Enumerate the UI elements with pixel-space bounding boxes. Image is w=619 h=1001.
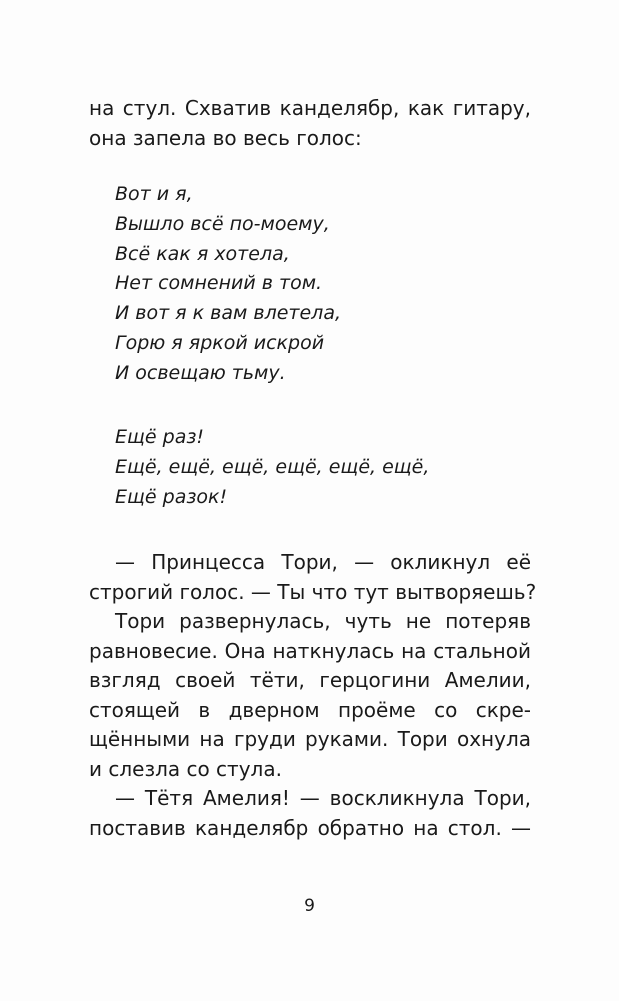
verse-line: Вот и я, [115, 183, 193, 205]
text-line: — Тётя Амелия! — воскликнула Тори, [115, 786, 531, 810]
text-line: взгляд своей тёти, герцогини Амелии, [89, 668, 531, 692]
verse-line: Ещё раз! [115, 426, 205, 448]
text-line: строгий голос. — Ты что тут вытворяешь? [89, 579, 537, 604]
verse-line: И освещаю тьму. [115, 361, 286, 384]
text-line: Тори развернулась, чуть не потеряв [115, 609, 531, 633]
song-verse-1 [115, 180, 341, 389]
verse-line: Нет сомнений в том. [115, 272, 323, 295]
song-verse-2 [115, 423, 429, 512]
intro-paragraph [89, 94, 531, 153]
text-line: и слезла со стула. [89, 756, 282, 781]
verse-line: Всё как я хотела, [115, 242, 290, 265]
page-number: 9 [304, 896, 315, 916]
text-line: — Принцесса Тори, — окликнул её [115, 550, 531, 574]
text-line: она запела во весь голос: [89, 125, 362, 150]
text-line: щёнными на груди руками. Тори охнула [89, 727, 531, 751]
text-line: стоящей в дверном проёме со скре- [89, 697, 531, 722]
text-line: поставив канделябр обратно на стол. — [89, 815, 531, 840]
text-line: равновесие. Она наткнулась на стальной [89, 638, 531, 663]
verse-line: Ещё разок! [115, 485, 228, 508]
verse-line: И вот я к вам влетела, [115, 302, 341, 325]
body-text [89, 548, 537, 843]
verse-line: Ещё, ещё, ещё, ещё, ещё, ещё, [115, 455, 430, 478]
text-line: на стул. Схватив канделябр, как гитару, [89, 96, 531, 120]
verse-line: Вышло всё по-моему, [115, 212, 330, 235]
verse-line: Горю я яркой искрой [115, 331, 325, 354]
